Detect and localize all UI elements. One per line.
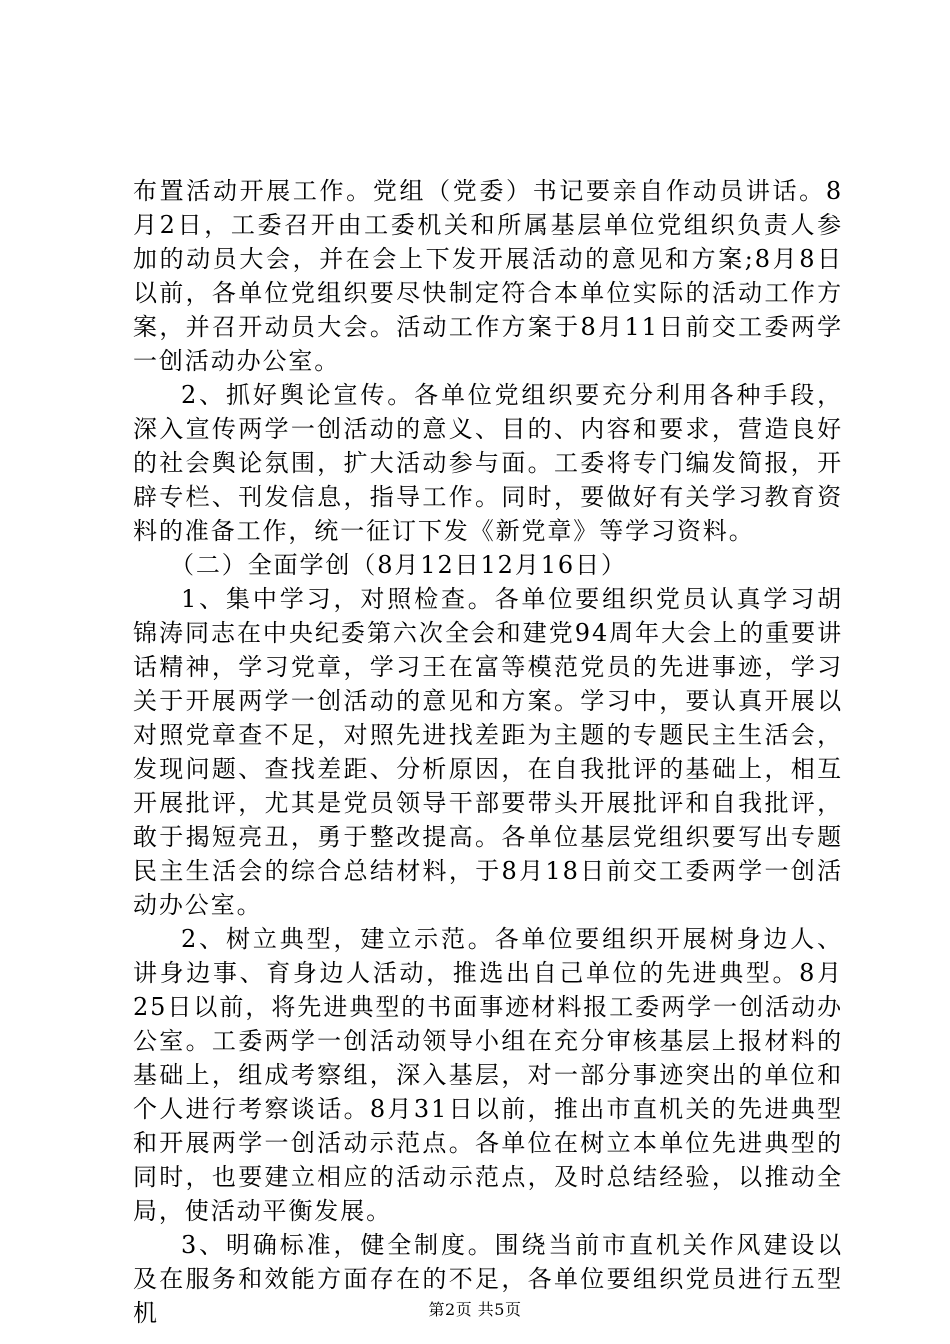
page-footer: 第2页 共5页 (428, 1300, 522, 1319)
paragraph-publicity: 2、抓好舆论宣传。各单位党组织要充分利用各种手段，深入宣传两学一创活动的意义、目的、内容和要求，营造良好的社会舆论氛围，扩大活动参与面。工委将专门编发简报，开辟专栏、刊发信息，指导工作。同时，要做好有关学习教育资料的准备工作，统一征订下发《新党章》等学习资料。 (133, 381, 843, 545)
paragraph-models: 2、树立典型，建立示范。各单位要组织开展树身边人、讲身边事、育身边人活动，推选出自己单位的先进典型。8月25日以前，将先进典型的书面事迹材料报工委两学一创活动办公室。工委两学一创活动领导小组在充分审核基层上报材料的基础上，组成考察组，深入基层，对一部分事迹突出的单位和个人进行考察谈话。8月31日以前，推出市直机关的先进典型和开展两学一创活动示范点。各单位在树立本单位先进典型的同时，也要建立相应的活动示范点，及时总结经验，以推动全局，使活动平衡发展。 (133, 925, 843, 1225)
section-heading: （二）全面学创（8月12日12月16日） (170, 551, 627, 579)
paragraph-continuation: 布置活动开展工作。党组（党委）书记要亲自作动员讲话。8月2日，工委召开由工委机关和所属基层单位党组织负责人参加的动员大会，并在会上下发开展活动的意见和方案;8月8日以前，各单位党组织要尽快制定符合本单位实际的活动工作方案，并召开动员大会。活动工作方案于8月11日前交工委两学一创活动办公室。 (133, 177, 843, 375)
document-body (133, 174, 843, 1330)
paragraph-standards: 3、明确标准，健全制度。围绕当前市直机关作风建设以及在服务和效能方面存在的不足，各单位要组织党员进行五型机 (133, 1231, 843, 1327)
paragraph-study: 1、集中学习，对照检查。各单位要组织党员认真学习胡锦涛同志在中央纪委第六次全会和建党94周年大会上的重要讲话精神，学习党章，学习王在富等模范党员的先进事迹，学习关于开展两学一创活动的意见和方案。学习中，要认真开展以对照党章查不足，对照先进找差距为主题的专题民主生活会，发现问题、查找差距、分析原因，在自我批评的基础上，相互开展批评，尤其是党员领导干部要带头开展批评和自我批评，敢于揭短亮丑，勇于整改提高。各单位基层党组织要写出专题民主生活会的综合总结材料，于8月18日前交工委两学一创活动办公室。 (133, 585, 843, 919)
